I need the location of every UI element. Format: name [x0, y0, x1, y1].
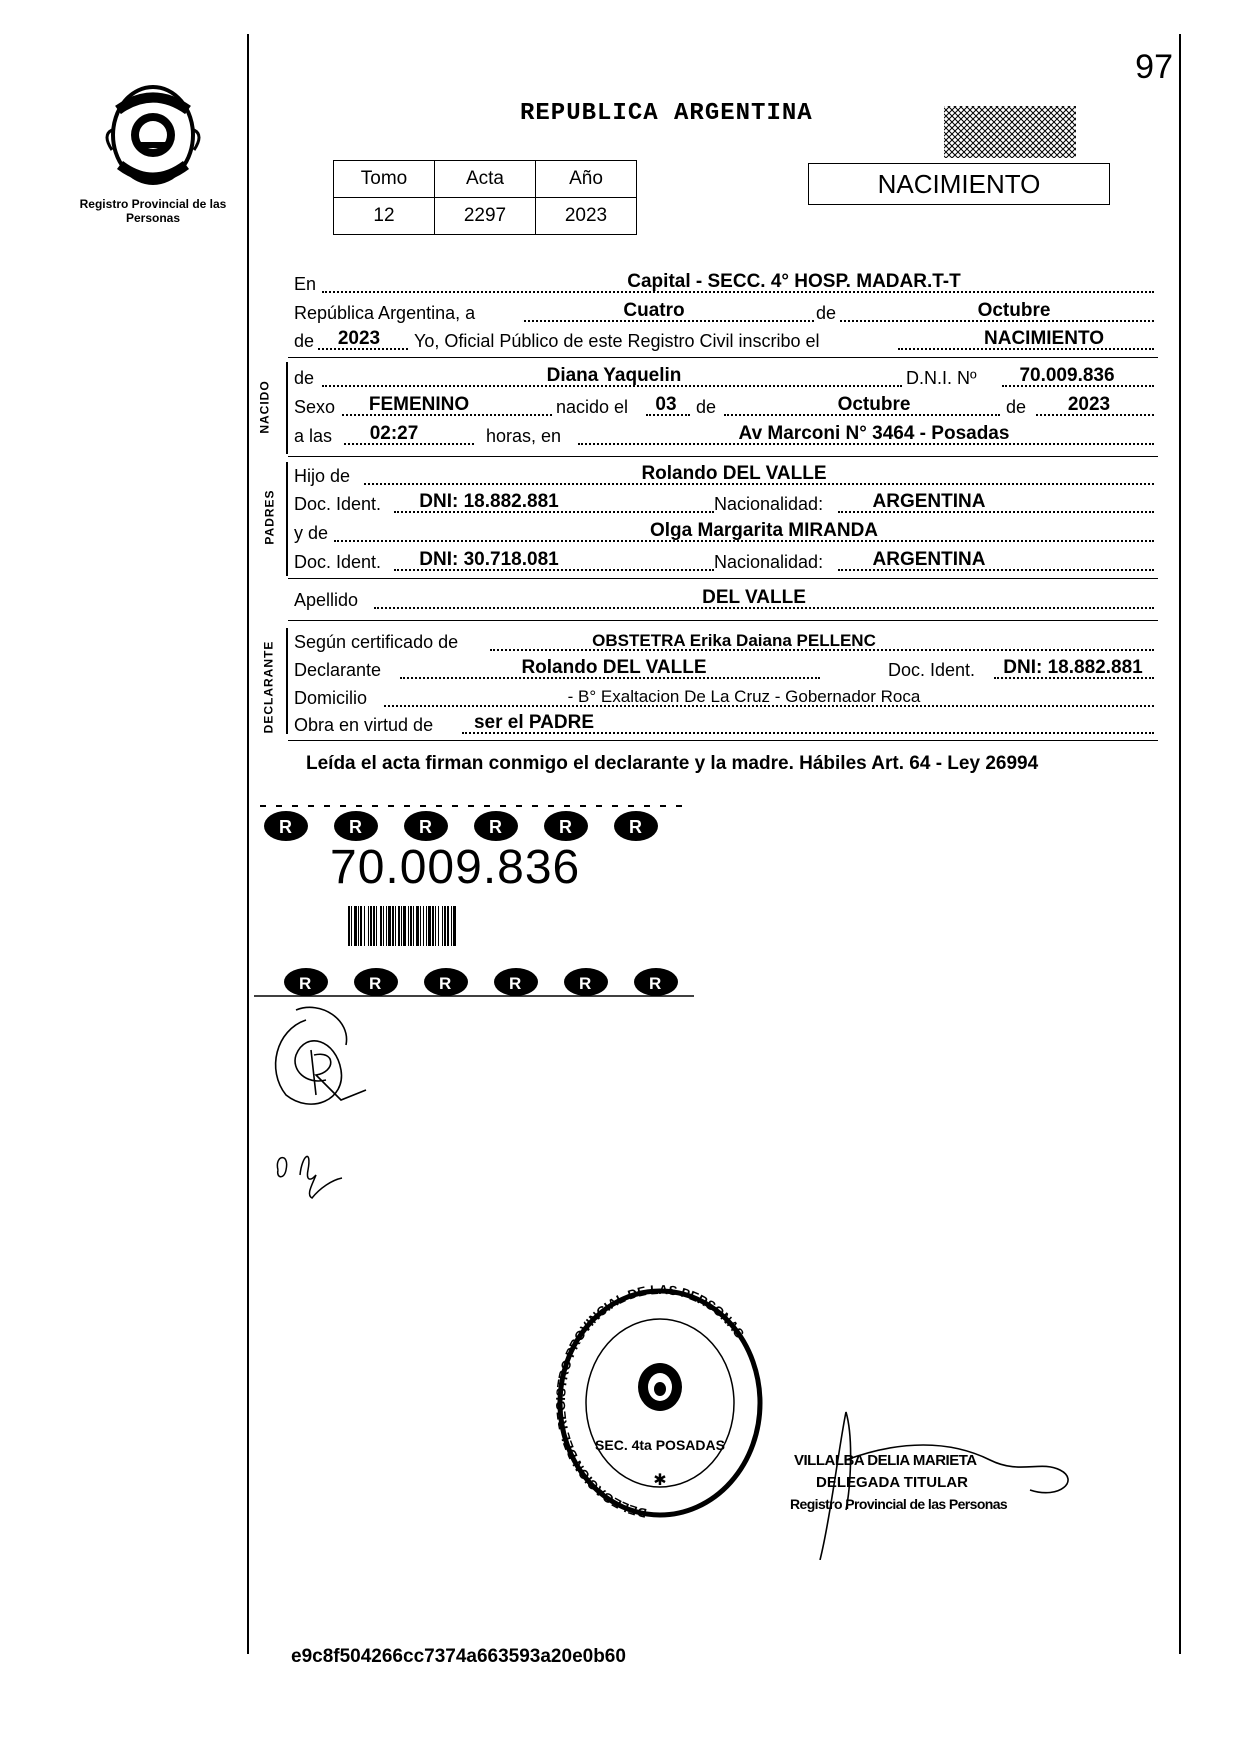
declarant-signature	[266, 1000, 376, 1125]
certificado-value: OBSTETRA Erika Daiana PELLENC	[592, 631, 876, 650]
tomo-header: Tomo	[334, 161, 435, 198]
yo-text: Yo, Oficial Público de este Registro Civil inscribo el	[414, 331, 820, 351]
apellido-label: Apellido	[294, 590, 359, 610]
sexo-label: Sexo	[294, 397, 336, 417]
declarante-name-value: Rolando DEL VALLE	[521, 657, 707, 678]
row-address	[294, 684, 1154, 711]
republica-label: República Argentina, a	[294, 303, 476, 323]
nacido-bracket	[286, 362, 288, 454]
svg-text:R: R	[369, 974, 382, 993]
doc-label: Doc. Ident.	[888, 660, 976, 680]
svg-text:R: R	[629, 817, 642, 837]
row-declarant	[294, 656, 1154, 683]
obra-label: Obra en virtud de	[294, 715, 434, 735]
year-value: 2023	[337, 328, 381, 349]
acta-header: Acta	[435, 161, 536, 198]
de-label: de	[696, 397, 717, 417]
svg-text:R: R	[579, 974, 592, 993]
row-reason	[294, 711, 1154, 738]
dni-security-number: 70.009.836	[330, 841, 581, 894]
mother-nationality-value: ARGENTINA	[872, 549, 986, 570]
declarante-doc-value: DNI: 18.882.881	[1003, 657, 1143, 678]
dni-label: D.N.I. Nº	[906, 368, 977, 388]
domicilio-label: Domicilio	[294, 688, 368, 708]
section-divider	[288, 578, 1158, 579]
doc-label: Doc. Ident.	[294, 552, 382, 572]
section-divider	[288, 620, 1158, 621]
row-mother	[294, 519, 1154, 546]
row-mother-doc	[294, 548, 1154, 575]
father-doc-value: DNI: 18.882.881	[419, 491, 559, 512]
birth-place-value: Av Marconi N° 3464 - Posadas	[738, 423, 1010, 444]
declarante-section-label: DECLARANTE	[261, 640, 276, 734]
svg-text:R: R	[559, 817, 572, 837]
declarante-label: Declarante	[294, 660, 382, 680]
child-name-value: Diana Yaquelin	[546, 365, 682, 386]
security-strip-bottom	[254, 964, 694, 1005]
province-seal-icon	[98, 80, 208, 190]
country-title: REPUBLICA ARGENTINA	[520, 100, 813, 127]
domicilio-value: - B° Exaltacion De La Cruz - Gobernador Roca	[567, 687, 921, 706]
registry-logo-label: Registro Provincial de las Personas	[79, 197, 227, 225]
declarante-bracket	[286, 628, 288, 734]
obra-value: ser el PADRE	[473, 712, 595, 733]
surname-value: DEL VALLE	[702, 587, 806, 608]
birth-day-value: 03	[655, 394, 677, 415]
stamp-inner-text: SEC. 4ta POSADAS	[595, 1437, 725, 1453]
security-emblem	[940, 104, 1080, 165]
left-margin-line	[247, 34, 249, 1654]
day-words-value: Cuatro	[623, 300, 685, 321]
doc-label: Doc. Ident.	[294, 494, 382, 514]
closing-note: Leída el acta firman conmigo el declarante y la madre. Hábiles Art. 64 - Ley 26994	[306, 753, 1039, 774]
page-number: 97	[1135, 48, 1173, 86]
row-place	[294, 270, 1154, 297]
official-signature-block	[780, 1400, 1100, 1560]
sexo-value: FEMENINO	[368, 394, 470, 415]
horas-label: horas, en	[486, 426, 562, 446]
registry-logo	[78, 80, 228, 225]
reference-table	[333, 160, 637, 235]
section-divider	[288, 357, 1158, 358]
row-father-doc	[294, 490, 1154, 517]
de-label: de	[294, 331, 315, 351]
acta-value: 2297	[435, 198, 536, 235]
official-stamp	[550, 1285, 770, 1530]
birth-month-value: Octubre	[837, 394, 911, 415]
mother-signature	[272, 1140, 362, 1205]
row-surname	[294, 586, 1154, 613]
svg-text:R: R	[649, 974, 662, 993]
birth-time-value: 02:27	[369, 423, 419, 444]
a-las-label: a las	[294, 426, 333, 446]
svg-text:R: R	[349, 817, 362, 837]
de-label: de	[816, 303, 837, 323]
en-label: En	[294, 274, 317, 294]
row-father	[294, 462, 1154, 489]
de-label: de	[1006, 397, 1027, 417]
nacido-label: nacido el	[556, 397, 629, 417]
row-certificate	[294, 628, 1154, 655]
anio-header: Año	[536, 161, 637, 198]
mother-doc-value: DNI: 30.718.081	[419, 549, 559, 570]
official-institution: Registro Provincial de las Personas	[790, 1496, 1008, 1512]
padres-section-label: PADRES	[262, 489, 277, 545]
anio-value: 2023	[536, 198, 637, 235]
document-hash: e9c8f504266cc7374a663593a20e0b60	[291, 1646, 626, 1667]
svg-text:R: R	[419, 817, 432, 837]
official-role: DELEGADA TITULAR	[816, 1474, 968, 1491]
month-value: Octubre	[977, 300, 1051, 321]
svg-text:R: R	[489, 817, 502, 837]
place-value: Capital - SECC. 4° HOSP. MADAR.T-T	[627, 271, 961, 292]
mother-name-value: Olga Margarita MIRANDA	[649, 520, 879, 541]
padres-bracket	[286, 462, 288, 576]
nacionalidad-label: Nacionalidad:	[714, 552, 824, 572]
child-dni-value: 70.009.836	[1019, 365, 1115, 386]
row-time-place	[294, 422, 1154, 449]
inscribe-type-value: NACIMIENTO	[984, 328, 1104, 349]
father-nationality-value: ARGENTINA	[872, 491, 986, 512]
row-date-words	[294, 299, 1154, 326]
birth-year-value: 2023	[1067, 394, 1111, 415]
svg-text:R: R	[299, 974, 312, 993]
barcode	[348, 906, 574, 951]
certificado-label: Según certificado de	[294, 632, 459, 652]
nacido-section-label: NACIDO	[257, 380, 272, 434]
svg-text:R: R	[279, 817, 292, 837]
row-name	[294, 364, 1154, 391]
row-sex-birth	[294, 393, 1154, 420]
section-divider	[288, 456, 1158, 457]
svg-text:✱: ✱	[653, 1470, 667, 1489]
y-de-label: y de	[294, 523, 329, 543]
right-margin-line	[1179, 34, 1181, 1654]
section-divider	[288, 740, 1158, 741]
document-type-box: NACIMIENTO	[808, 163, 1110, 205]
tomo-value: 12	[334, 198, 435, 235]
stamp-ring-text: DELEGACION DEL REGISTRO PROVINCIAL DE LAS PERSONAS	[552, 1285, 748, 1521]
de-label: de	[294, 368, 315, 388]
hijo-label: Hijo de	[294, 466, 351, 486]
row-year-inscribe	[294, 327, 1154, 354]
official-name: VILLALBA DELIA MARIETA	[794, 1452, 977, 1469]
svg-text:R: R	[509, 974, 522, 993]
nacionalidad-label: Nacionalidad:	[714, 494, 824, 514]
father-name-value: Rolando DEL VALLE	[641, 463, 827, 484]
svg-text:R: R	[439, 974, 452, 993]
